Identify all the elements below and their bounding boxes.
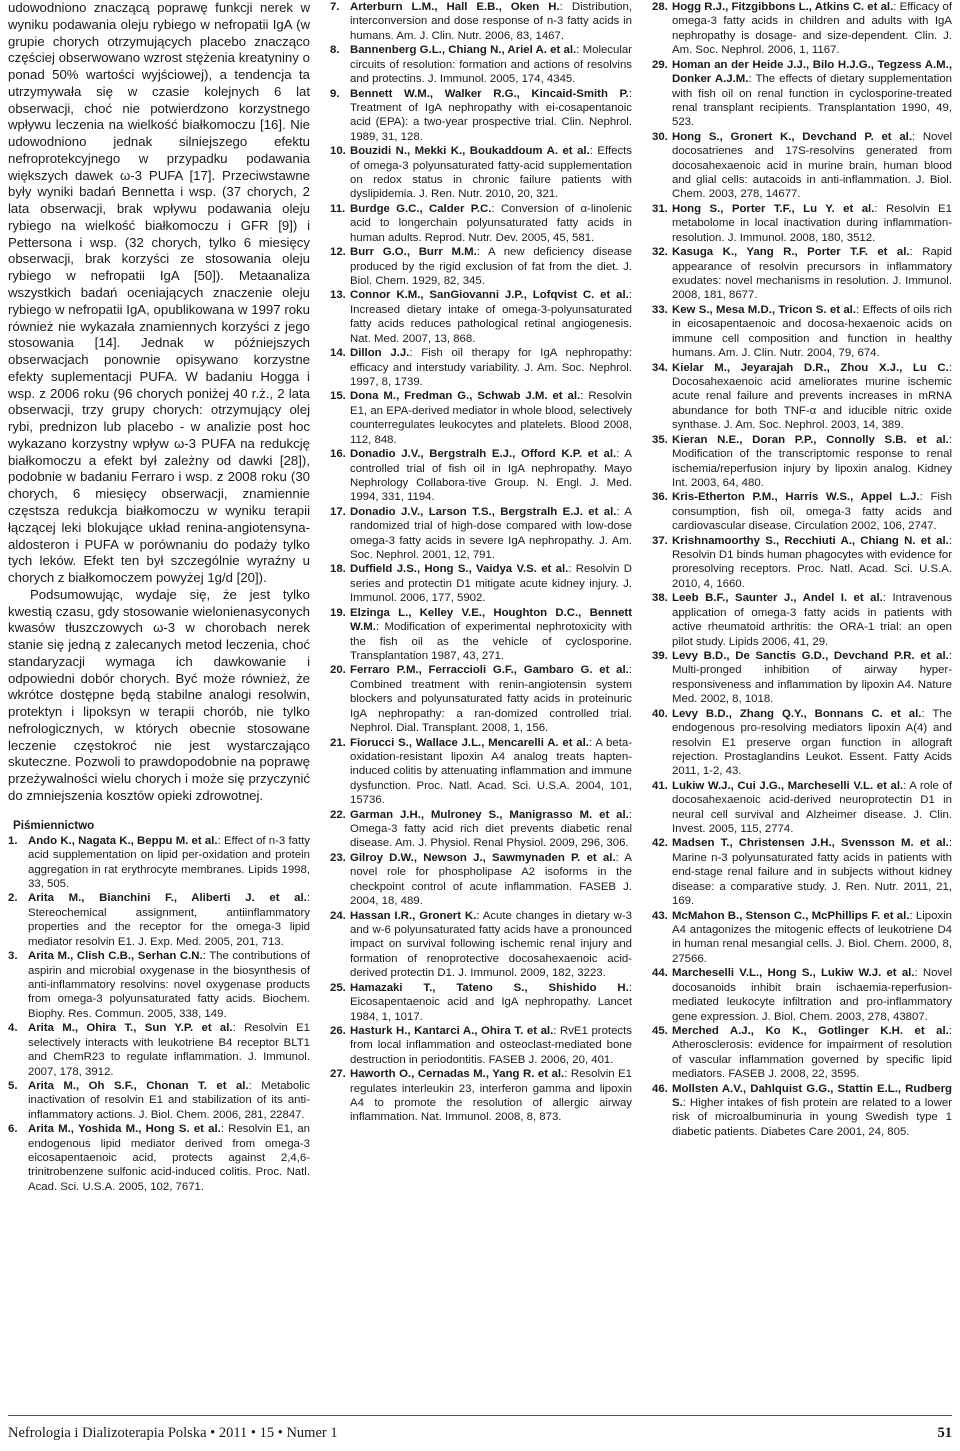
reference-item	[652, 649, 952, 707]
reference-details: : Novel docosatrienes and 17S-resolvins generated from docosahexaenoic acid in murine brain, human blood and glial cells: autacoids in anti-inflammation. J. Biol. Chem. 2003, 278, 14677.	[672, 130, 952, 201]
column-2	[330, 0, 632, 1402]
reference-item	[8, 1021, 310, 1079]
reference-details: : Resolvin E1, an EPA-derived mediator in whole blood, selectively counterregulates leukocytes and platelets. Blood 2008, 112, 848.	[350, 390, 632, 446]
reference-details: : Combined treatment with renin-angiotensin system blockers and polyunsaturated fatty acids in proteinuric IgA nephropathy: a ran-domized controlled trial. Nephrol. Dial. Transplant. 2008, 1, 156.	[350, 664, 632, 735]
reference-authors: Leeb B.F., Saunter J., Andel I. et al.	[672, 592, 883, 605]
reference-item	[330, 447, 632, 505]
reference-number: 26.	[330, 1024, 346, 1037]
reference-authors: Haworth O., Cernadas M., Yang R. et al.	[350, 1068, 565, 1081]
reference-item	[652, 1024, 952, 1082]
references-heading: Piśmiennictwo	[13, 818, 95, 832]
reference-item	[330, 663, 632, 735]
reference-number: 42.	[652, 837, 668, 850]
reference-number: 40.	[652, 707, 668, 720]
reference-number: 15.	[330, 390, 346, 403]
reference-number: 41.	[652, 779, 668, 792]
reference-number: 27.	[330, 1068, 346, 1081]
reference-authors: Bouzidi N., Mekki K., Boukaddoum A. et al.	[350, 145, 590, 158]
reference-number: 31.	[652, 202, 668, 215]
reference-details: : Effects of oils rich in eicosapentaenoic and docosa-hexaenoic acids on immune cell composition and function in healthy humans. Am. J. Clin. Nutr. 2004, 79, 674.	[672, 303, 952, 360]
page-number: 51	[937, 1425, 952, 1441]
reference-authors: Marcheselli V.L., Hong S., Lukiw W.J. et al.	[672, 967, 915, 980]
reference-authors: Bennett W.M., Walker R.G., Kincaid-Smith P.	[350, 87, 629, 100]
reference-authors: Kew S., Mesa M.D., Tricon S. et al.	[672, 303, 856, 316]
reference-authors: Hamazaki T., Tateno S., Shishido H.	[350, 981, 629, 994]
reference-details: : Metabolic inactivation of resolvin E1 and stabilization of its anti-inflammatory actions. J. Biol. Chem. 2006, 281, 22847.	[28, 1079, 310, 1121]
reference-authors: Burdge G.C., Calder P.C.	[350, 202, 492, 215]
body-paragraph-1: udowodniono znaczącą poprawę funkcji nerek w wyniku podawania oleju rybiego w nefropatii IgA (w grupie chorych otrzymujących placebo znacząco częściej obserwowano wzrost stężenia kreatyniny o ponad 50% wartości wyjściowej), a tendencja ta utrzymywała się w czasie kolejnych 6 lat obserwacji, choć nie potwierdzono korzystnego wpływu leczenia na wielkość białkomoczu [16]. Nie udowodniono jednak silniejszego efektu nefroprotekcyjnego w przypadku podawania większych dawek ω-3 PUFA [17]. Przeciwstawne były wyniki badań Bennetta i wsp. (37 chorych, 2 lata obserwacji, brak wpływu podawania oleju rybiego na wielkość białkomoczu i GFR [9]) i Pettersona i wsp. (32 chorych, tylko 6 miesięcy obserwacji, brak korzyści ze stosowania oleju rybiego w nefropatii IgA [50]). Metaanaliza wszystkich badań oceniających znaczenie oleju rybiego w nefropatii IgA, opublikowana w 1997 roku również nie wykazała znamiennych korzyści z jego stosowania [14]. Jednak w późniejszych obserwacjach ponownie opisywano korzystne efekty suplementacji PUFA. W badaniu Hogga i wsp. z 2006 roku (96 chorych poniżej 40 r.ż., 2 lata obserwacji, trzy grupy chorych: otrzymujący olej rybi, prednizon lub placebo - w analizie post hoc wykazano korzystny wpływ ω-3 PUFA na redukcję białkomoczu a efekt był zależny od dawki [28]), podobnie w badaniu Ferraro i wsp. z 2008 roku (30 chorych, 6 miesięcy obserwacji, znamiennie częstsza redukcja białkomoczu w wyniku terapii łączącej leki blokujące układ renina-angiotensyna-aldosteron i PUFA w porównaniu do podaży tylko tych leków. Efekt ten był szczególnie wyraźny u chorych z białkomoczem powyżej 1g/d [20]).	[8, 0, 310, 586]
reference-details: : Stereochemical assignment, antiinflammatory properties and the receptor for the omega-3 lipid mediator resolvin E1. J. Exp. Med. 2005, 201, 713.	[28, 892, 310, 948]
reference-item	[652, 909, 952, 967]
reference-details: : Increased dietary intake of omega-3-polyunsaturated fatty acids reduces pathological retinal angiogenesis. Nat. Med. 2007, 13, 868.	[350, 289, 632, 345]
reference-authors: Hong S., Porter T.F., Lu Y. et al.	[672, 202, 875, 215]
reference-authors: Levy B.D., Zhang Q.Y., Bonnans C. et al.	[672, 707, 922, 720]
reference-number: 24.	[330, 909, 346, 922]
reference-details: : Resolvin E1 regulates interleukin 23, interferon gamma and lipoxin A4 to promote the resolution of allergic airway inflammation. Nat. Immunol. 2008, 8, 873.	[350, 1068, 632, 1124]
reference-item	[652, 966, 952, 1024]
reference-details: : Rapid appearance of resolvin precursors in inflammatory exudates: novel mechanisms in resolution. J. Immunol. 2008, 181, 8677.	[672, 246, 952, 302]
reference-details: : Multi-pronged inhibition of airway hyper-responsiveness and inflammation by lipoxin A4. Nature Med. 2002, 8, 1018.	[672, 649, 952, 706]
reference-item	[330, 43, 632, 86]
reference-authors: Arita M., Clish C.B., Serhan C.N.	[28, 950, 203, 963]
reference-details: : The effects of dietary supplementation with fish oil on renal function in cyclosporine-treated renal transplant recipients. Transplantation 1990, 49, 523.	[672, 73, 952, 129]
reference-authors: Dona M., Fredman G., Schwab J.M. et al.	[350, 390, 581, 403]
reference-number: 45.	[652, 1024, 668, 1037]
reference-item	[652, 433, 952, 491]
column-3	[652, 0, 952, 1402]
reference-number: 16.	[330, 448, 346, 461]
reference-details: : Fish consumption, fish oil, omega-3 fatty acids and cardiovascular disease. Circulation 2002, 106, 2747.	[672, 491, 952, 533]
reference-details: : Treatment of IgA nephropathy with ei-cosapentanoic acid (EPA): a two-year prospective trial. Clin. Nephrol. 1989, 31, 128.	[350, 87, 632, 143]
reference-number: 39.	[652, 649, 668, 662]
reference-list-part-3	[652, 0, 952, 1139]
reference-item	[652, 534, 952, 592]
reference-authors: Ando K., Nagata K., Beppu M. et al.	[28, 834, 218, 847]
reference-item	[330, 808, 632, 851]
reference-item	[330, 736, 632, 808]
reference-authors: Gilroy D.W., Newson J., Sawmynaden P. et al.	[350, 851, 616, 864]
reference-number: 32.	[652, 246, 668, 259]
reference-details: : The contributions of aspirin and microbial oxygenase in the biosynthesis of anti-inflammatory resolvins: novel oxygenase products from omega-3 polyunsaturated fatty acids. Biochem. Biophy. Res. Commun. 2005, 338, 149.	[28, 950, 310, 1020]
reference-details: : Conversion of α-linolenic acid to longerchain polyunsaturated fatty acids in human adults. Reprod. Nutr. Dev. 2005, 45, 581.	[350, 202, 632, 244]
reference-authors: Levy B.D., De Sanctis G.D., Devchand P.R. et al.	[672, 649, 949, 662]
reference-number: 5.	[8, 1079, 18, 1092]
reference-number: 2.	[8, 892, 18, 905]
reference-number: 22.	[330, 808, 346, 821]
reference-details: : Omega-3 fatty acid rich diet prevents diabetic renal disease. Am. J. Physiol. Renal Physiol. 2009, 296, 306.	[350, 808, 632, 850]
reference-details: : Marine n-3 polyunsaturated fatty acids in patients with end-stage renal failure and in subjects without kidney disease: a comparative study. J. Ren. Nutr. 2011, 21, 169.	[672, 837, 952, 908]
reference-authors: Arita M., Oh S.F., Chonan T. et al.	[28, 1079, 249, 1092]
reference-item	[652, 779, 952, 837]
reference-number: 3.	[8, 950, 18, 963]
reference-item	[652, 245, 952, 303]
reference-number: 19.	[330, 606, 346, 619]
reference-details: : A new deficiency disease produced by the rigid exclusion of fat from the diet. J. Biol. Chem. 1929, 82, 345.	[350, 246, 632, 288]
reference-authors: Garman J.H., Mulroney S., Manigrasso M. et al.	[350, 808, 629, 821]
reference-details: : A novel role for phospholipase A2 isoforms in the checkpoint control of acute inflammation. FASEB J. 2004, 18, 489.	[350, 851, 632, 908]
reference-number: 30.	[652, 130, 668, 143]
reference-details: : Resolvin E1 metabolome in local inactivation during inflammation-resolution. J. Immunol. 2008, 180, 3512.	[672, 202, 952, 244]
reference-authors: Bannenberg G.L., Chiang N., Ariel A. et al.	[350, 44, 577, 57]
reference-number: 46.	[652, 1082, 668, 1095]
reference-authors: McMahon B., Stenson C., McPhillips F. et al.	[672, 909, 910, 922]
reference-authors: Arita M., Yoshida M., Hong S. et al.	[28, 1123, 221, 1136]
reference-authors: Hogg R.J., Fitzgibbons L., Atkins C. et al.	[672, 1, 894, 13]
reference-details: : Acute changes in dietary w-3 and w-6 polyunsaturated fatty acids have a pronounced impact on survival following ischemic renal injury and formation of renoprotective docosahexaenoic acid-derived protectin D1. J. Immunol. 2009, 182, 3223.	[350, 909, 632, 980]
reference-number: 37.	[652, 534, 668, 547]
reference-authors: Kris-Etherton P.M., Harris W.S., Appel L.J.	[672, 491, 920, 504]
reference-number: 17.	[330, 505, 346, 518]
reference-item	[8, 949, 310, 1021]
reference-item	[8, 1079, 310, 1122]
reference-item	[652, 1082, 952, 1140]
reference-authors: Burr G.O., Burr M.M.	[350, 246, 477, 259]
reference-item	[330, 505, 632, 563]
reference-details: : Eicosapentaenoic acid and IgA nephropathy. Lancet 1984, 1, 1017.	[350, 981, 632, 1023]
reference-item	[8, 1122, 310, 1194]
reference-item	[652, 58, 952, 130]
reference-details: : A randomized trial of high-dose compared with low-dose omega-3 fatty acids in severe IgA nephropathy. J. Am. Soc. Nephrol. 2001, 12, 791.	[350, 505, 632, 562]
reference-authors: Ferraro P.M., Ferraccioli G.F., Gambaro G. et al.	[350, 664, 629, 677]
reference-details: : Distribution, interconversion and dose response of n-3 fatty acids in humans. Am. J. Clin. Nutr. 2006, 83, 1467.	[350, 1, 632, 42]
reference-number: 29.	[652, 58, 668, 71]
reference-details: : Docosahexaenoic acid ameliorates murine ischemic acute renal failure and prevents increases in mRNA abundance for both TNF-α and iducible nitric oxide synthase. J. Am. Soc. Nephrol. 2003, 14, 389.	[672, 361, 952, 432]
reference-authors: Hong S., Gronert K., Devchand P. et al.	[672, 130, 912, 143]
reference-number: 12.	[330, 246, 346, 259]
reference-number: 13.	[330, 289, 346, 302]
reference-item	[330, 288, 632, 346]
footer-rule	[8, 1415, 952, 1416]
reference-number: 14.	[330, 347, 346, 360]
reference-item	[330, 202, 632, 245]
reference-authors: Arita M., Bianchini F., Aliberti J. et al.	[28, 892, 307, 905]
reference-authors: Homan an der Heide J.J., Bilo H.J.G., Tegzess A.M., Donker A.J.M.	[672, 58, 952, 86]
reference-details: : Resolvin D series and protectin D1 mitigate acute kidney injury. J. Immunol. 2006, 177, 5902.	[350, 563, 632, 605]
reference-authors: Kielar M., Jeyarajah D.R., Zhou X.J., Lu C.	[672, 361, 949, 374]
reference-authors: Hassan I.R., Gronert K.	[350, 909, 477, 922]
reference-item	[8, 834, 310, 892]
reference-details: : Resolvin D1 binds human phagocytes with evidence for proresolving receptors. Proc. Natl. Acad. Sci. U.S.A. 2010, 4, 1660.	[672, 534, 952, 590]
reference-authors: Mollsten A.V., Dahlquist G.G., Stattin E.L., Rudberg S.	[672, 1082, 952, 1110]
reference-item	[652, 707, 952, 779]
reference-details: : Efficacy of omega-3 fatty acids in children and adults with IgA nephropathy is dosage- and size-dependent. Clin. J. Am. Soc. Nephrol. 2006, 1, 1167.	[672, 1, 952, 57]
reference-details: : Lipoxin A4 antagonizes the mitogenic effects of leukotriene D4 in human renal mesangial cells. J. Biol. Chem. 2000, 8, 27566.	[672, 909, 952, 965]
reference-details: : Atherosclerosis: evidence for impairment of resolution of vascular inflammation governed by specific lipid mediators. FASEB J. 2008, 22, 3595.	[672, 1024, 952, 1081]
reference-authors: Kasuga K., Yang R., Porter T.F. et al.	[672, 246, 910, 259]
reference-list-part-2	[330, 0, 632, 1125]
reference-item	[652, 130, 952, 202]
reference-item	[330, 144, 632, 202]
reference-authors: Dillon J.J.	[350, 347, 410, 360]
reference-number: 4.	[8, 1022, 18, 1035]
reference-details: : The endogenous pro-resolving mediators lipoxin A(4) and resolvin E1 preserve organ function in allograft rejection. Prostaglandins Leukot. Essent. Fatty Acids 2011, 1-2, 43.	[672, 707, 952, 778]
reference-number: 10.	[330, 145, 346, 158]
reference-list-part-1	[8, 834, 310, 1195]
reference-number: 8.	[330, 44, 340, 57]
reference-item	[330, 346, 632, 389]
reference-number: 21.	[330, 736, 346, 749]
column-1	[8, 0, 310, 1402]
journal-citation: Nefrologia i Dializoterapia Polska • 2011 • 15 • Numer 1	[8, 1425, 338, 1441]
reference-number: 43.	[652, 909, 668, 922]
reference-details: : Novel docosanoids inhibit brain ischaemia-reperfusion-mediated leukocyte infiltration and pro-inflammatory gene expression. J. Biol. Chem. 2003, 278, 43807.	[672, 967, 952, 1023]
reference-item	[330, 606, 632, 664]
reference-item	[652, 836, 952, 908]
reference-number: 23.	[330, 851, 346, 864]
reference-item	[652, 591, 952, 649]
reference-item	[330, 389, 632, 447]
reference-item	[330, 245, 632, 288]
reference-number: 18.	[330, 563, 346, 576]
reference-details: : Resolvin E1, an endogenous lipid mediator derived from omega-3 eicosapentaenoic acid, protects against 2,4,6-trinitrobenzene sulfonic acid-induced colitis. Proc. Natl. Acad. Sci. U.S.A. 2005, 102, 7671.	[28, 1123, 310, 1193]
reference-item	[8, 891, 310, 949]
reference-item	[330, 0, 632, 43]
reference-item	[330, 1067, 632, 1125]
reference-details: : A controlled trial of fish oil in IgA nephropathy. Mayo Nephrology Collabora-tive Group. N. Engl. J. Med. 1994, 331, 1194.	[350, 448, 632, 504]
reference-item	[330, 909, 632, 981]
reference-number: 25.	[330, 981, 346, 994]
reference-details: : Effects of omega-3 polyunsaturated fatty-acid supplementation on redox status in chronic failure patients with dyslipidemia. J. Ren. Nutr. 2010, 20, 321.	[350, 145, 632, 201]
reference-authors: Donadio J.V., Larson T.S., Bergstralh E.J. et al.	[350, 505, 617, 518]
reference-authors: Lukiw W.J., Cui J.G., Marcheselli V.L. et al.	[672, 779, 904, 792]
reference-item	[652, 303, 952, 361]
reference-authors: Hasturk H., Kantarci A., Ohira T. et al.	[350, 1024, 554, 1037]
reference-details: : Modification of experimental nephrotoxicity with the fish oil as the vehicle of cyclosporine. Transplantation 1987, 43, 271.	[350, 621, 632, 662]
reference-number: 33.	[652, 303, 668, 316]
reference-authors: Elzinga L., Kelley V.E., Houghton D.C., Bennett W.M.	[350, 606, 632, 634]
reference-item	[652, 490, 952, 533]
reference-item	[652, 0, 952, 58]
reference-authors: Duffield J.S., Hong S., Vaidya V.S. et al.	[350, 563, 569, 576]
reference-number: 11.	[330, 202, 346, 215]
body-paragraph-2: Podsumowując, wydaje się, że jest tylko kwestią czasu, gdy stosowanie wielonienasyconych kwasów tłuszczowych ω-3 w chorobach nerek stanie się jedną z zalecanych metod leczenia, choć standaryzacji wymaga ich dawkowanie i odpowiedni dobór chorych. Być może również, że wkrótce dostępne będą stabilne analogi resolwin, protektyn i lipoksyn w terapii chorób, nie tylko nefrologicznych, w których obecnie stosowane leczenie częstokroć nie jest wystarczająco skuteczne. Pozwoli to prawdopodobnie na poprawę przeżywalności wielu chorych i może się przyczynić do zmniejszenia kosztów opieki zdrowotnej.	[8, 586, 310, 803]
reference-authors: Donadio J.V., Bergstralh E.J., Offord K.P. et al.	[350, 448, 617, 461]
reference-item	[330, 87, 632, 145]
reference-details: : A beta-oxidation-resistant lipoxin A4 analog treats hapten-induced colitis by attenuating inflammation and immune dysfunction. Proc. Natl. Acad. Sci. U.S.A. 2004, 101, 15736.	[350, 736, 632, 807]
reference-details: : Resolvin E1 selectively interacts with leukotriene B4 receptor BLT1 and ChemR23 to regulate inflammation. J. Immunol. 2007, 178, 3912.	[28, 1022, 310, 1078]
reference-authors: Arterburn L.M., Hall E.B., Oken H.	[350, 1, 560, 13]
reference-number: 9.	[330, 87, 340, 100]
reference-number: 6.	[8, 1123, 18, 1136]
reference-number: 34.	[652, 361, 668, 374]
reference-details: : RvE1 protects from local inflammation and osteoclast-mediated bone destruction in periodontitis. FASEB J. 2006, 20, 401.	[350, 1024, 632, 1066]
reference-authors: Arita M., Ohira T., Sun Y.P. et al.	[28, 1022, 233, 1035]
reference-number: 38.	[652, 592, 668, 605]
reference-details: : Modification of the transcriptomic response to renal ischemia/reperfusion injury by lipoxin analog. Kidney Int. 2003, 64, 480.	[672, 433, 952, 489]
reference-item	[330, 562, 632, 605]
reference-number: 1.	[8, 834, 18, 847]
reference-details: : Higher intakes of fish protein are related to a lower risk of microalbuminuria in young Swedish type 1 diabetic patients. Diabetes Care 2001, 24, 805.	[672, 1097, 952, 1138]
reference-item	[652, 202, 952, 245]
reference-authors: Kieran N.E., Doran P.P., Connolly S.B. et al.	[672, 433, 949, 446]
reference-number: 35.	[652, 433, 668, 446]
reference-number: 44.	[652, 967, 668, 980]
reference-details: : Effect of n-3 fatty acid supplementation on lipid per-oxidation and protein aggregation in rat erythrocyte membranes. Lipids 1998, 33, 505.	[28, 834, 310, 891]
reference-authors: Connor K.M., SanGiovanni J.P., Lofqvist C. et al.	[350, 289, 629, 302]
reference-details: : Fish oil therapy for IgA nephropathy: efficacy and interstudy variability. J. Am. Soc. Nephrol. 1997, 8, 1739.	[350, 347, 632, 388]
reference-details: : Intravenous application of omega-3 fatty acids in patients with active rheumatoid arthritis: the ORA-1 trial: an open pilot study. Lipids 2006, 41, 29.	[672, 592, 952, 648]
reference-number: 20.	[330, 664, 346, 677]
reference-number: 7.	[330, 1, 340, 13]
reference-details: : Molecular circuits of resolution: formation and actions of resolvins and protectins. J. Immunol. 2005, 174, 4345.	[350, 44, 632, 86]
reference-item	[330, 1024, 632, 1067]
reference-details: : A role of docosahexaenoic acid-derived neuroprotectin D1 in neural cell survival and Alzheimer disease. J. Clin. Invest. 2005, 115, 2774.	[672, 779, 952, 836]
reference-number: 36.	[652, 491, 668, 504]
reference-item	[652, 361, 952, 433]
reference-item	[330, 851, 632, 909]
reference-authors: Madsen T., Christensen J.H., Svensson M. et al.	[672, 837, 949, 850]
reference-item	[330, 981, 632, 1024]
reference-authors: Fiorucci S., Wallace J.L., Mencarelli A. et al.	[350, 736, 589, 749]
reference-authors: Krishnamoorthy S., Recchiuti A., Chiang N. et al.	[672, 534, 949, 547]
page-footer	[8, 1404, 952, 1451]
reference-authors: Merched A.J., Ko K., Gotlinger K.H. et al.	[672, 1024, 949, 1037]
reference-number: 28.	[652, 1, 668, 13]
